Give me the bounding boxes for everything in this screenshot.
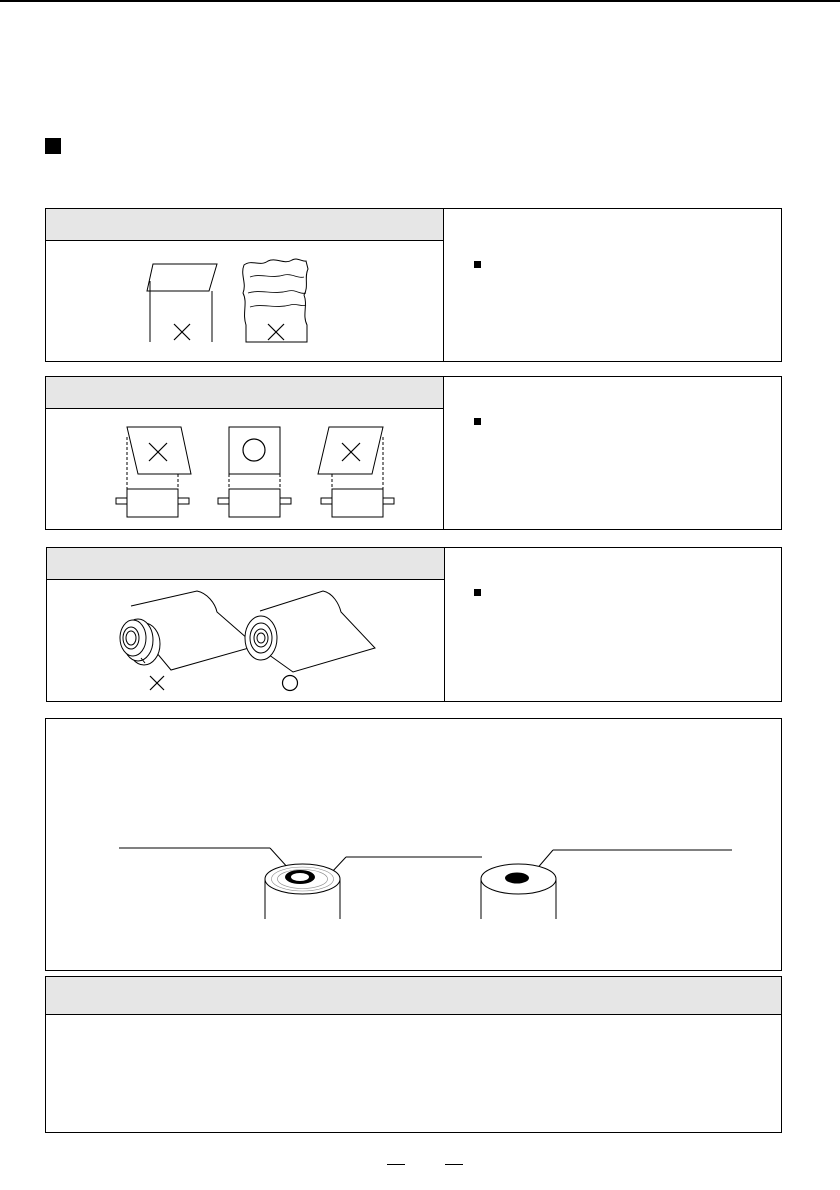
page-number-mark-left bbox=[387, 1164, 405, 1165]
panel-roll-core bbox=[45, 718, 782, 971]
panel-header bbox=[46, 977, 781, 1015]
panel-paper-alignment bbox=[45, 376, 782, 530]
note-bullet-icon bbox=[474, 418, 481, 425]
illustration-alignment bbox=[46, 377, 446, 531]
illustration-roll-winding bbox=[47, 548, 447, 703]
top-rule bbox=[0, 0, 840, 2]
page-number-mark-right bbox=[445, 1164, 463, 1165]
note-bullet-icon bbox=[474, 589, 481, 596]
note-bullet-icon bbox=[474, 261, 481, 268]
section-marker-icon bbox=[45, 138, 61, 154]
panel-roll-winding bbox=[46, 547, 782, 702]
illustration-roll-core bbox=[46, 719, 783, 972]
panel-paper-cut bbox=[45, 208, 782, 362]
panel-bottom-note bbox=[45, 976, 782, 1133]
illustration-bad-cut bbox=[46, 209, 446, 363]
